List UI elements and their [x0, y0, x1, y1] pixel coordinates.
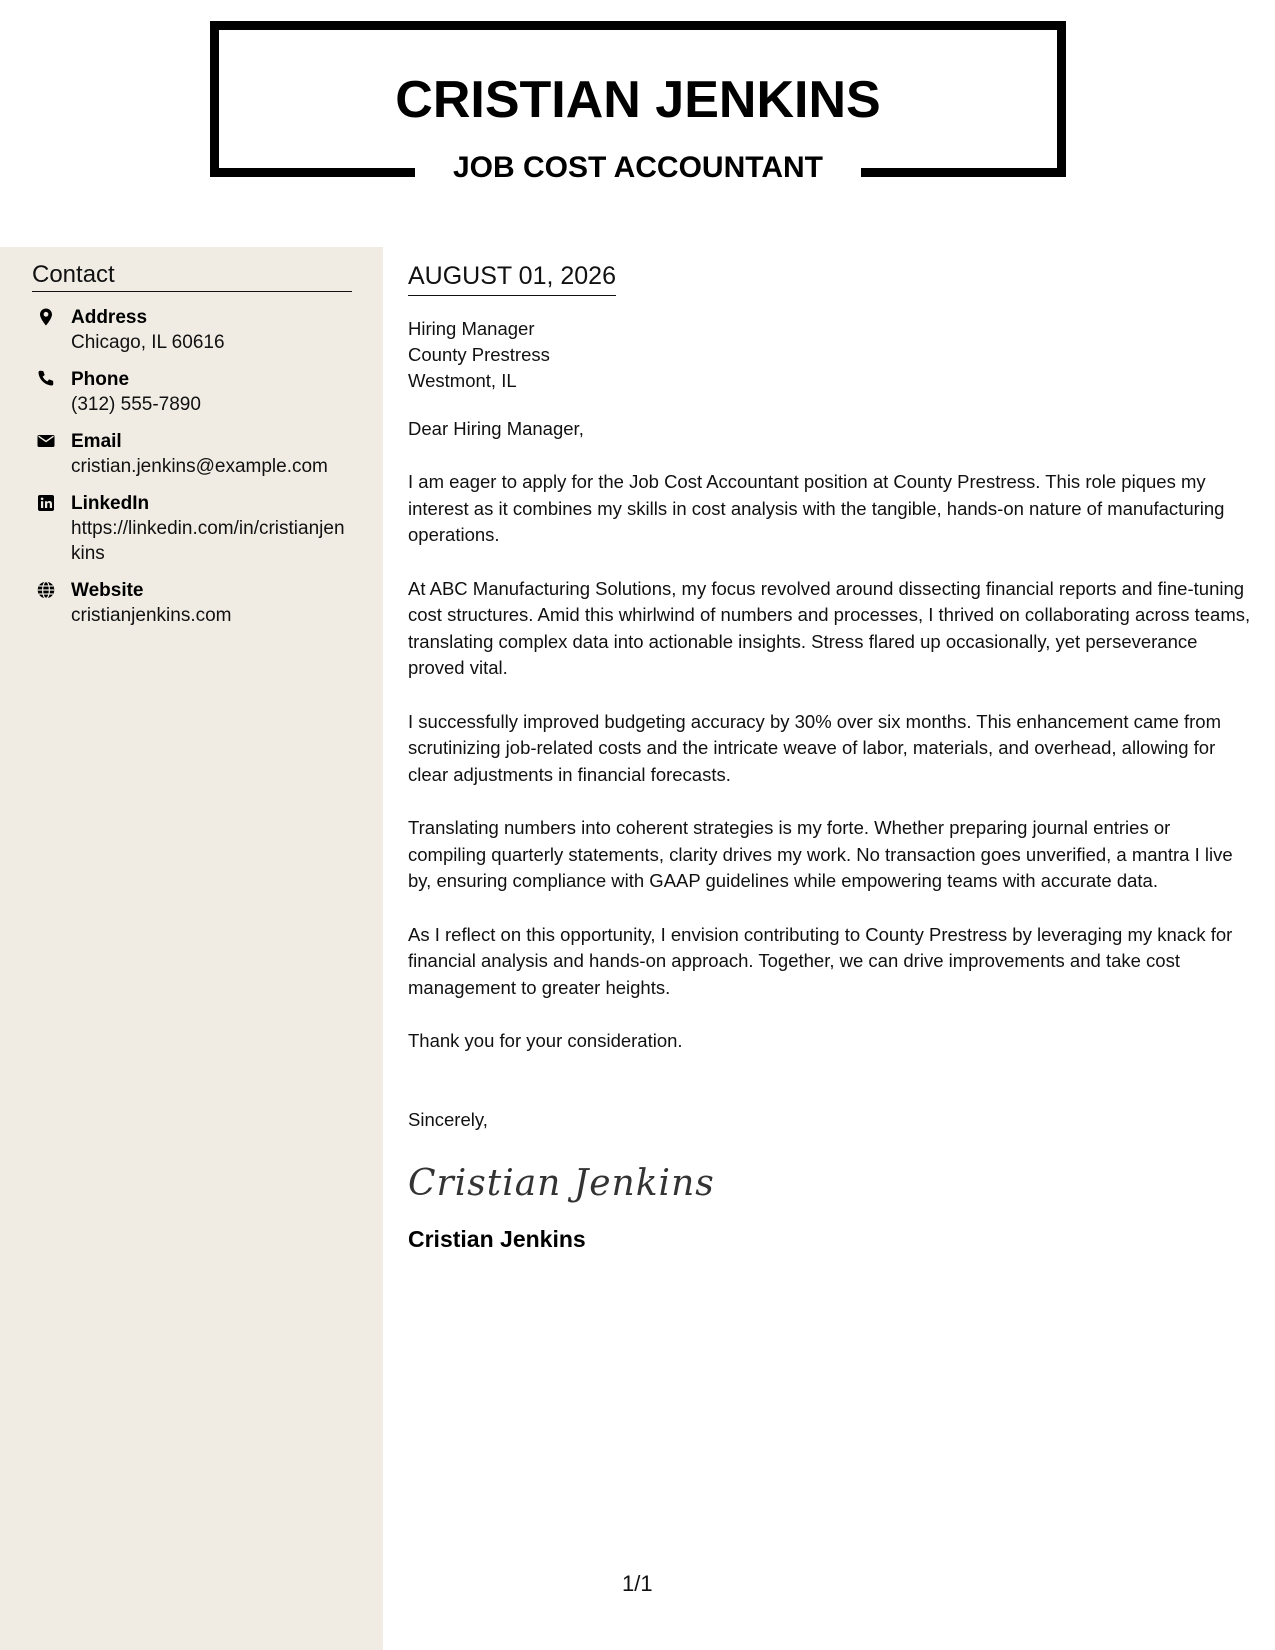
letter-body: [408, 262, 1253, 1253]
address-value: Chicago, IL 60616: [71, 332, 225, 353]
address-label: Address: [71, 307, 148, 328]
phone-icon: [36, 369, 56, 389]
contact-item-phone: [32, 367, 362, 417]
paragraph: Thank you for your consideration.: [408, 1030, 683, 1051]
contact-item-linkedin: [32, 491, 362, 566]
linkedin-value: https://linkedin.com/in/cristianjenkins: [71, 518, 345, 564]
recipient-line: Hiring Manager: [408, 318, 535, 339]
salutation: Dear Hiring Manager,: [408, 418, 584, 439]
handwritten-signature: Cristian Jenkins: [408, 1162, 715, 1204]
linkedin-icon: [36, 493, 56, 513]
contact-list: [32, 305, 362, 640]
paragraph: As I reflect on this opportunity, I envision contributing to County Prestress by leveraging my knack for financial analysis and hands-on approach. Together, we can drive improvements and take cost management to greater heights.: [408, 923, 1233, 998]
globe-icon: [36, 580, 56, 600]
paragraph: At ABC Manufacturing Solutions, my focus revolved around dissecting financial reports and fine-tuning cost structures. Amid this whirlwind of numbers and processes, I thrived on collaborating across teams, translating complex data into actionable insights. Stress flared up occasionally, yet perseverance proved vital.: [408, 577, 1251, 678]
envelope-icon: [36, 431, 56, 451]
page-number: 1/1: [622, 1571, 653, 1596]
contact-heading: Contact: [32, 261, 352, 292]
recipient-line: County Prestress: [408, 344, 550, 365]
website-label: Website: [71, 580, 144, 601]
email-label: Email: [71, 431, 122, 452]
contact-item-website: [32, 578, 362, 628]
candidate-name: CRISTIAN JENKINS: [395, 71, 881, 129]
email-value: cristian.jenkins@example.com: [71, 456, 328, 477]
job-title: JOB COST ACCOUNTANT: [415, 153, 861, 183]
contact-item-address: [32, 305, 362, 355]
phone-value: (312) 555-7890: [71, 394, 201, 415]
phone-label: Phone: [71, 369, 130, 390]
recipient-line: Westmont, IL: [408, 370, 517, 391]
recipient-block: [408, 316, 1253, 394]
paragraph: I successfully improved budgeting accuracy by 30% over six months. This enhancement came from scrutinizing job-related costs and the intricate weave of labor, materials, and overhead, allowing for clear adjustments in financial forecasts.: [408, 710, 1222, 785]
closing: Sincerely,: [408, 1108, 488, 1130]
website-value: cristianjenkins.com: [71, 605, 232, 626]
location-pin-icon: [36, 307, 56, 327]
paragraph: Translating numbers into coherent strategies is my forte. Whether preparing journal entries or compiling quarterly statements, clarity drives my work. No transaction goes unverified, a mantra I live by, ensuring compliance with GAAP guidelines while empowering teams with accurate data.: [408, 817, 1233, 891]
linkedin-label: LinkedIn: [71, 493, 150, 514]
job-title-wrap: [210, 151, 1066, 198]
paragraph: I am eager to apply for the Job Cost Accountant position at County Prestress. This role piques my interest as it combines my skills in cost analysis with the tangible, hands-on nature of manufacturing operations.: [408, 471, 1225, 545]
letter-date: AUGUST 01, 2026: [408, 262, 616, 296]
contact-item-email: [32, 429, 362, 479]
signer-name: Cristian Jenkins: [408, 1225, 586, 1252]
contact-sidebar: [0, 247, 383, 1650]
